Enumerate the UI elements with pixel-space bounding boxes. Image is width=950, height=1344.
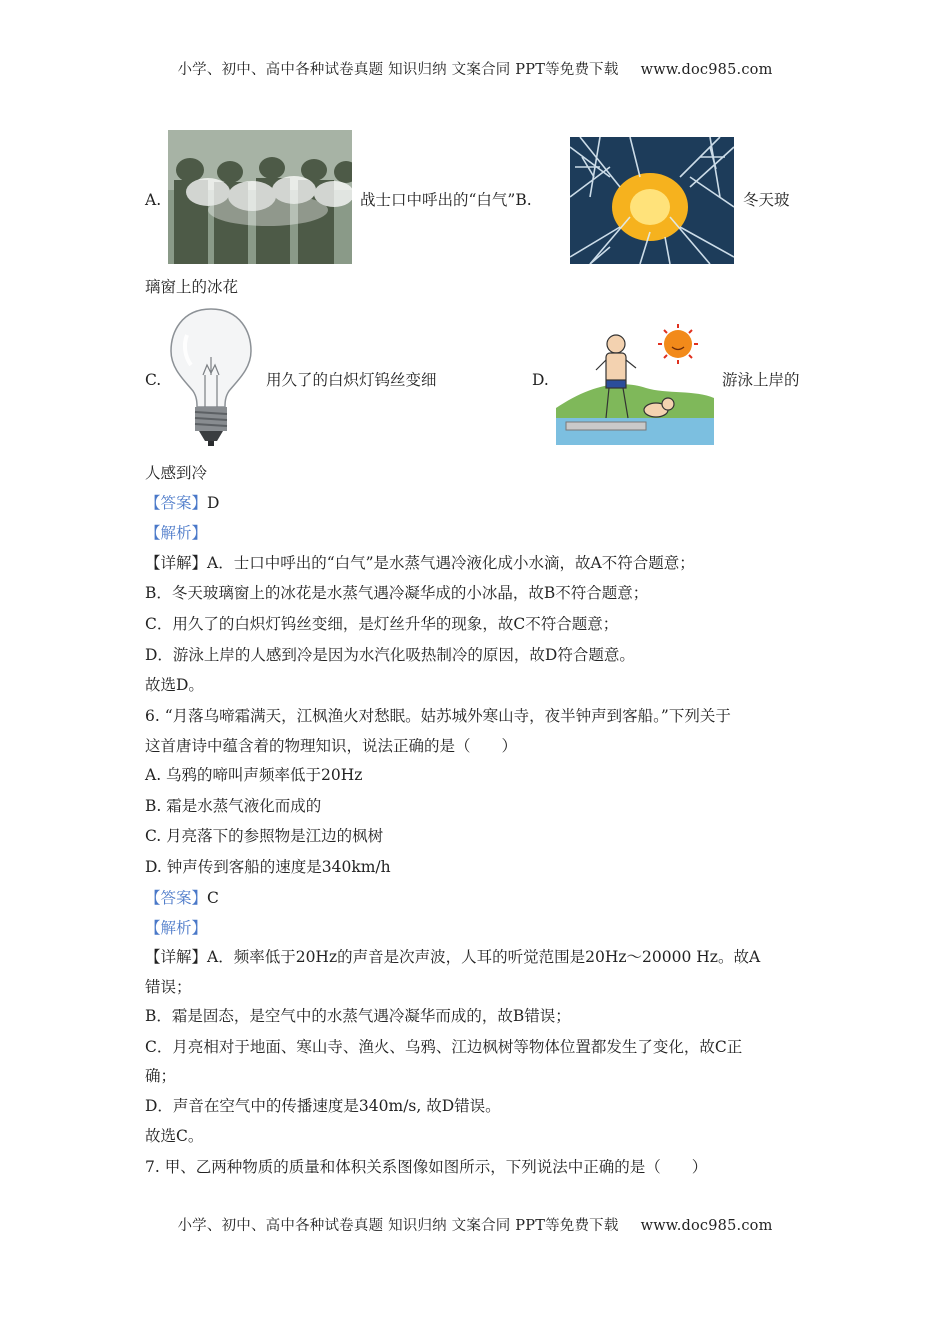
q5-detail-label: 【详解】 (145, 554, 208, 572)
q6-option-a: A. 乌鸦的啼叫声频率低于20Hz (145, 766, 363, 784)
q5-detail-1 (145, 553, 695, 573)
q6-conclusion: 故选C。 (145, 1127, 204, 1145)
q5-option-d-label: D. (532, 371, 549, 389)
q6-option-d: D. 钟声传到客船的速度是340km/h (145, 858, 391, 876)
q5-option-c-label: C. (145, 371, 162, 389)
q5-detail-3: C．用久了的白炽灯钨丝变细，是灯丝升华的现象，故C不符合题意； (145, 615, 619, 633)
q5-detail-1-text: A．士口中呼出的“白气”是水蒸气遇冷液化成小水滴，故A不符合题意； (207, 554, 695, 572)
page-header (0, 58, 950, 79)
footer-text: 小学、初中、高中各种试卷真题 知识归纳 文案合同 PPT等免费下载 (177, 1218, 619, 1234)
page-footer (0, 1214, 950, 1235)
q6-detail-1-text: A．频率低于20Hz的声音是次声波，人耳的听觉范围是20Hz～20000 Hz。故A (207, 948, 761, 966)
q5-option-d-text: 游泳上岸的 (722, 371, 800, 389)
q6-detail-3: C．月亮相对于地面、寒山寺、渔火、乌鸦、江边枫树等物体位置都发生了变化，故C正 (145, 1038, 743, 1056)
q6-detail-1 (145, 947, 760, 967)
q6-detail-2: B．霜是固态，是空气中的水蒸气遇冷凝华而成的，故B错误； (145, 1007, 571, 1025)
q5-option-b-text: 冬天玻 (743, 191, 790, 209)
q5-answer-value: D (207, 494, 220, 512)
q5-detail-2: B．冬天玻璃窗上的冰花是水蒸气遇冷凝华成的小冰晶，故B不符合题意； (145, 584, 649, 602)
q6-analysis-label: 【解析】 (145, 919, 208, 937)
q6-option-c: C. 月亮落下的参照物是江边的枫树 (145, 827, 384, 845)
window-frost-image (570, 137, 734, 264)
q6-stem-2: 这首唐诗中蕴含着的物理知识，说法正确的是（ ） (145, 737, 518, 755)
header-text: 小学、初中、高中各种试卷真题 知识归纳 文案合同 PPT等免费下载 (177, 62, 619, 78)
q5-analysis-label: 【解析】 (145, 524, 208, 542)
q6-answer (145, 888, 219, 908)
q5-answer-label: 【答案】 (145, 494, 208, 512)
q6-answer-value: C (207, 889, 219, 907)
q5-detail-4: D．游泳上岸的人感到冷是因为水汽化吸热制冷的原因，故D符合题意。 (145, 646, 635, 664)
q6-detail-3-continuation: 确； (145, 1067, 177, 1085)
light-bulb-image (167, 305, 255, 448)
q5-option-a-text: 战士口中呼出的“白气”B. (360, 191, 532, 209)
header-url[interactable]: www.doc985.com (640, 62, 773, 78)
q6-option-b: B. 霜是水蒸气液化而成的 (145, 797, 322, 815)
q5-option-b-continuation: 璃窗上的冰花 (145, 278, 239, 296)
q6-detail-4: D．声音在空气中的传播速度是340m/s, 故D错误。 (145, 1097, 501, 1115)
q5-option-a-label: A. (145, 191, 162, 209)
q6-answer-label: 【答案】 (145, 889, 208, 907)
footer-url[interactable]: www.doc985.com (640, 1218, 773, 1234)
q6-detail-1-continuation: 错误； (145, 978, 192, 996)
q6-detail-label: 【详解】 (145, 948, 208, 966)
soldiers-breath-image (168, 130, 352, 264)
q5-conclusion: 故选D。 (145, 676, 204, 694)
q7-stem: 7. 甲、乙两种物质的质量和体积关系图像如图所示，下列说法中正确的是（ ） (145, 1158, 708, 1176)
q5-answer (145, 493, 219, 513)
q6-stem-1: 6. “月落乌啼霜满天，江枫渔火对愁眠。姑苏城外寒山寺，夜半钟声到客船。”下列关于 (145, 707, 731, 725)
q5-option-d-continuation: 人感到冷 (145, 464, 208, 482)
swimmer-cold-image (556, 318, 714, 445)
q5-option-c-text: 用久了的白炽灯钨丝变细 (266, 371, 437, 389)
